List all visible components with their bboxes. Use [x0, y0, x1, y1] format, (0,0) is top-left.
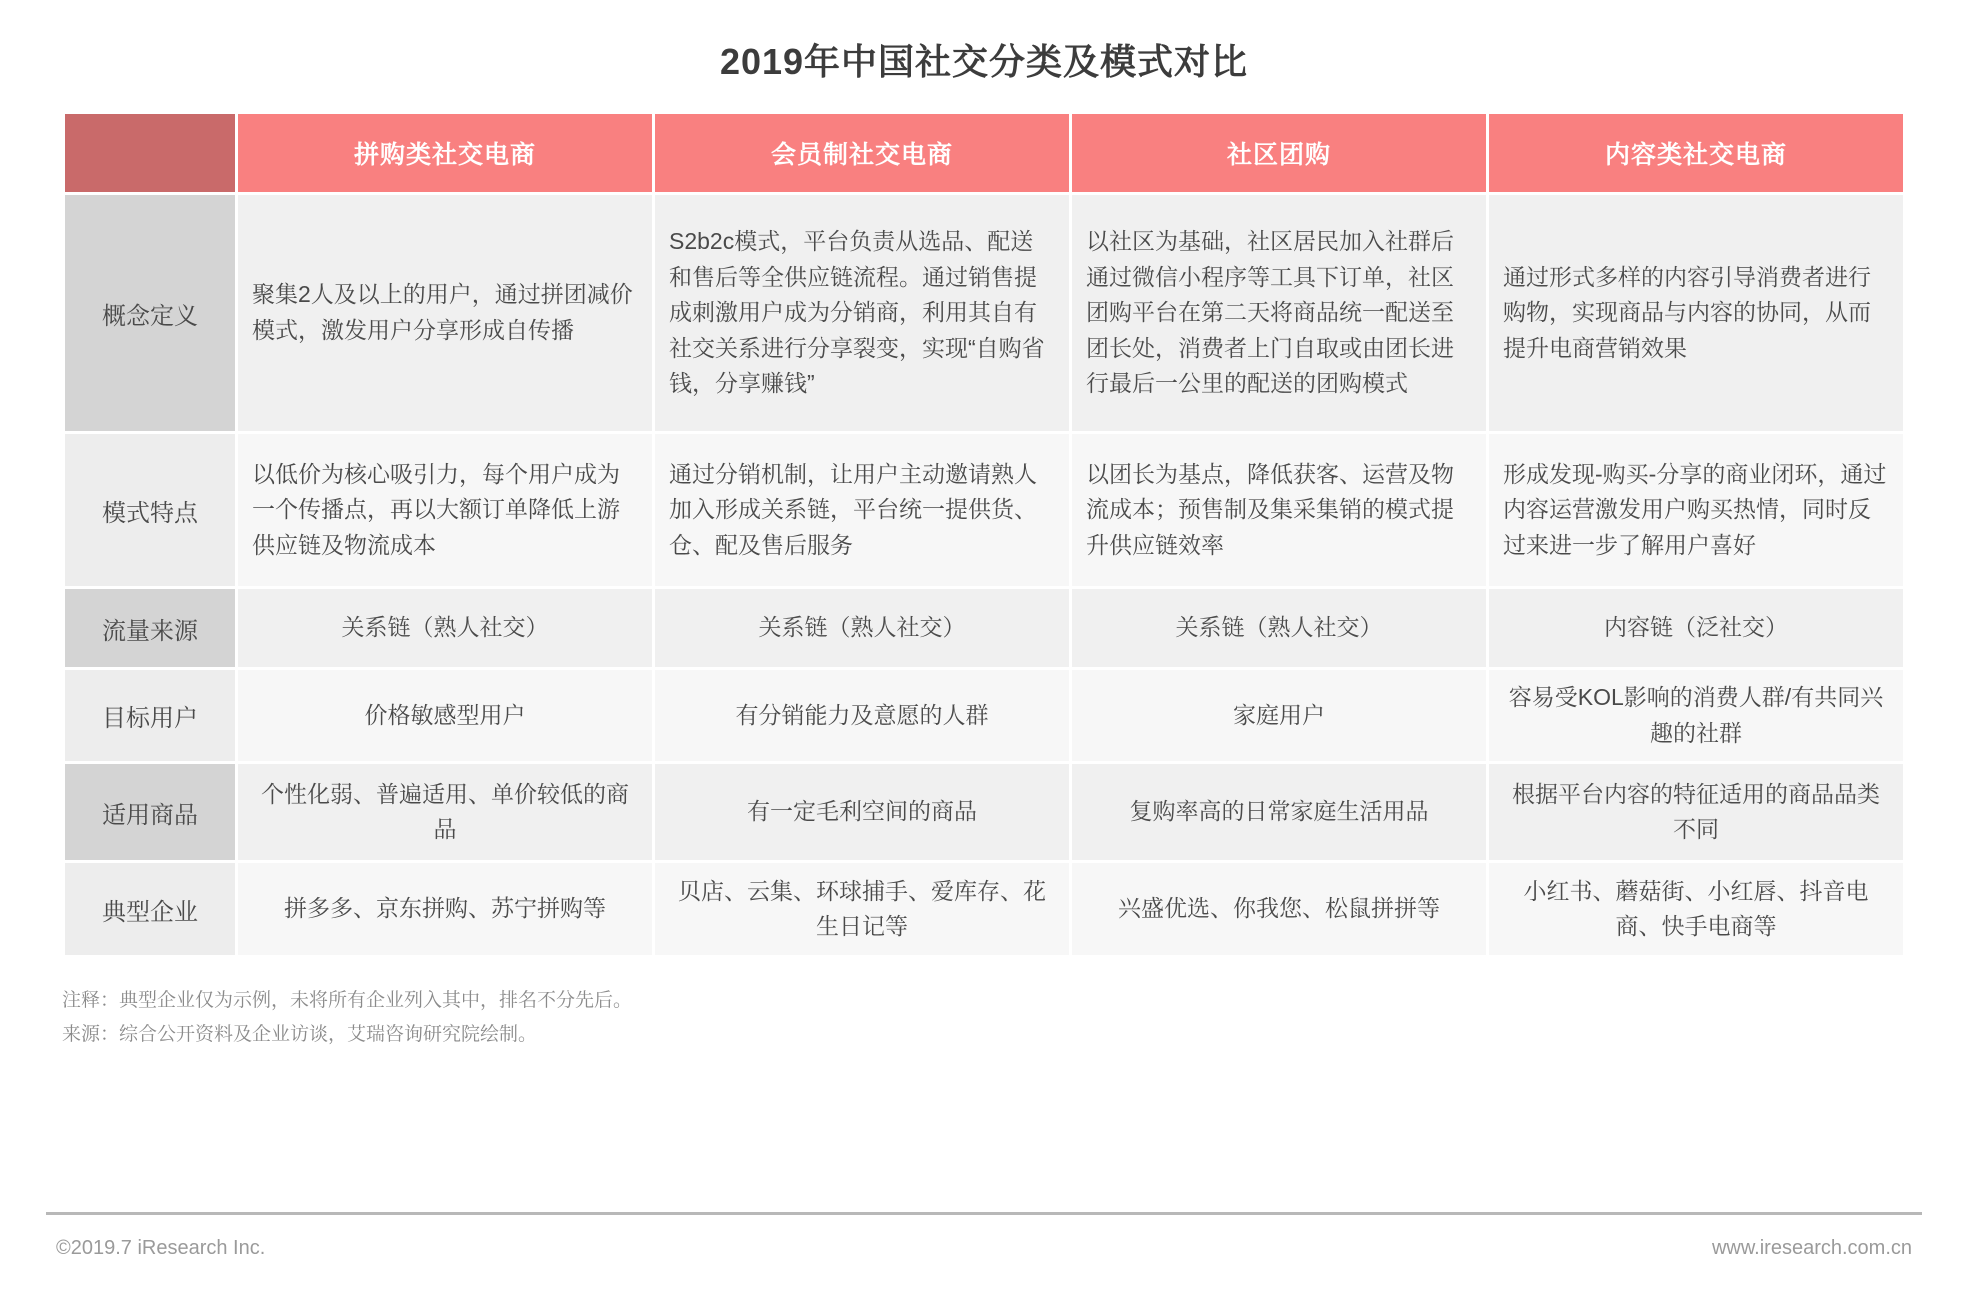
cell-feature-pingou: 以低价为核心吸引力，每个用户成为一个传播点，再以大额订单降低上游供应链及物流成本: [238, 434, 652, 586]
cell-concept-community: 以社区为基础，社区居民加入社群后通过微信小程序等工具下订单，社区团购平台在第二天将商品统一配送至团长处，消费者上门自取或由团长进行最后一公里的配送的团购模式: [1072, 195, 1486, 431]
cell-traffic-membership: 关系链（熟人社交）: [655, 589, 1069, 667]
cell-company-content: 小红书、蘑菇街、小红唇、抖音电商、快手电商等: [1489, 863, 1903, 955]
row-label-target: 目标用户: [65, 670, 235, 761]
cell-traffic-content: 内容链（泛社交）: [1489, 589, 1903, 667]
table-corner-cell: [65, 114, 235, 192]
row-label-feature: 模式特点: [65, 434, 235, 586]
cell-company-membership: 贝店、云集、环球捕手、爱库存、花生日记等: [655, 863, 1069, 955]
cell-concept-pingou: 聚集2人及以上的用户，通过拼团减价模式，激发用户分享形成自传播: [238, 195, 652, 431]
row-label-company: 典型企业: [65, 863, 235, 955]
table-row: [65, 195, 1903, 431]
column-header-membership: 会员制社交电商: [655, 114, 1069, 192]
page-footer: [0, 1212, 1968, 1290]
cell-target-membership: 有分销能力及意愿的人群: [655, 670, 1069, 761]
cell-goods-membership: 有一定毛利空间的商品: [655, 764, 1069, 860]
footer-content: [0, 1215, 1968, 1290]
table-row: [65, 863, 1903, 955]
table-row: [65, 764, 1903, 860]
footnote-source: 来源：综合公开资料及企业访谈，艾瑞咨询研究院绘制。: [62, 1023, 538, 1045]
row-label-goods: 适用商品: [65, 764, 235, 860]
cell-concept-membership: S2b2c模式，平台负责从选品、配送和售后等全供应链流程。通过销售提成刺激用户成为分销商，利用其自有社交关系进行分享裂变，实现“自购省钱，分享赚钱”: [655, 195, 1069, 431]
cell-company-community: 兴盛优选、你我您、松鼠拼拼等: [1072, 863, 1486, 955]
column-header-content: 内容类社交电商: [1489, 114, 1903, 192]
cell-traffic-community: 关系链（熟人社交）: [1072, 589, 1486, 667]
table-body: [65, 195, 1903, 955]
table-header: [65, 114, 1903, 192]
cell-company-pingou: 拼多多、京东拼购、苏宁拼购等: [238, 863, 652, 955]
cell-target-content: 容易受KOL影响的消费人群/有共同兴趣的社群: [1489, 670, 1903, 761]
table-row: [65, 670, 1903, 761]
table-row: [65, 589, 1903, 667]
cell-traffic-pingou: 关系链（熟人社交）: [238, 589, 652, 667]
comparison-table: [62, 111, 1906, 958]
copyright-text: ©2019.7 iResearch Inc.: [56, 1237, 266, 1259]
cell-target-pingou: 价格敏感型用户: [238, 670, 652, 761]
footnote-annotation: 注释：典型企业仅为示例，未将所有企业列入其中，排名不分先后。: [62, 990, 633, 1012]
row-label-traffic: 流量来源: [65, 589, 235, 667]
cell-feature-membership: 通过分销机制，让用户主动邀请熟人加入形成关系链，平台统一提供货、仓、配及售后服务: [655, 434, 1069, 586]
cell-concept-content: 通过形式多样的内容引导消费者进行购物，实现商品与内容的协同，从而提升电商营销效果: [1489, 195, 1903, 431]
website-link[interactable]: www.iresearch.com.cn: [1711, 1237, 1912, 1259]
comparison-table-container: [62, 111, 1906, 958]
column-header-pingou: 拼购类社交电商: [238, 114, 652, 192]
row-label-concept: 概念定义: [65, 195, 235, 431]
table-header-row: [65, 114, 1903, 192]
page-title: 2019年中国社交分类及模式对比: [719, 41, 1249, 82]
table-row: [65, 434, 1903, 586]
footnotes: [62, 984, 1906, 1051]
column-header-community: 社区团购: [1072, 114, 1486, 192]
cell-feature-community: 以团长为基点，降低获客、运营及物流成本；预售制及集采集销的模式提升供应链效率: [1072, 434, 1486, 586]
cell-feature-content: 形成发现-购买-分享的商业闭环，通过内容运营激发用户购买热情，同时反过来进一步了解用户喜好: [1489, 434, 1903, 586]
cell-goods-content: 根据平台内容的特征适用的商品品类不同: [1489, 764, 1903, 860]
cell-goods-community: 复购率高的日常家庭生活用品: [1072, 764, 1486, 860]
cell-target-community: 家庭用户: [1072, 670, 1486, 761]
cell-goods-pingou: 个性化弱、普遍适用、单价较低的商品: [238, 764, 652, 860]
